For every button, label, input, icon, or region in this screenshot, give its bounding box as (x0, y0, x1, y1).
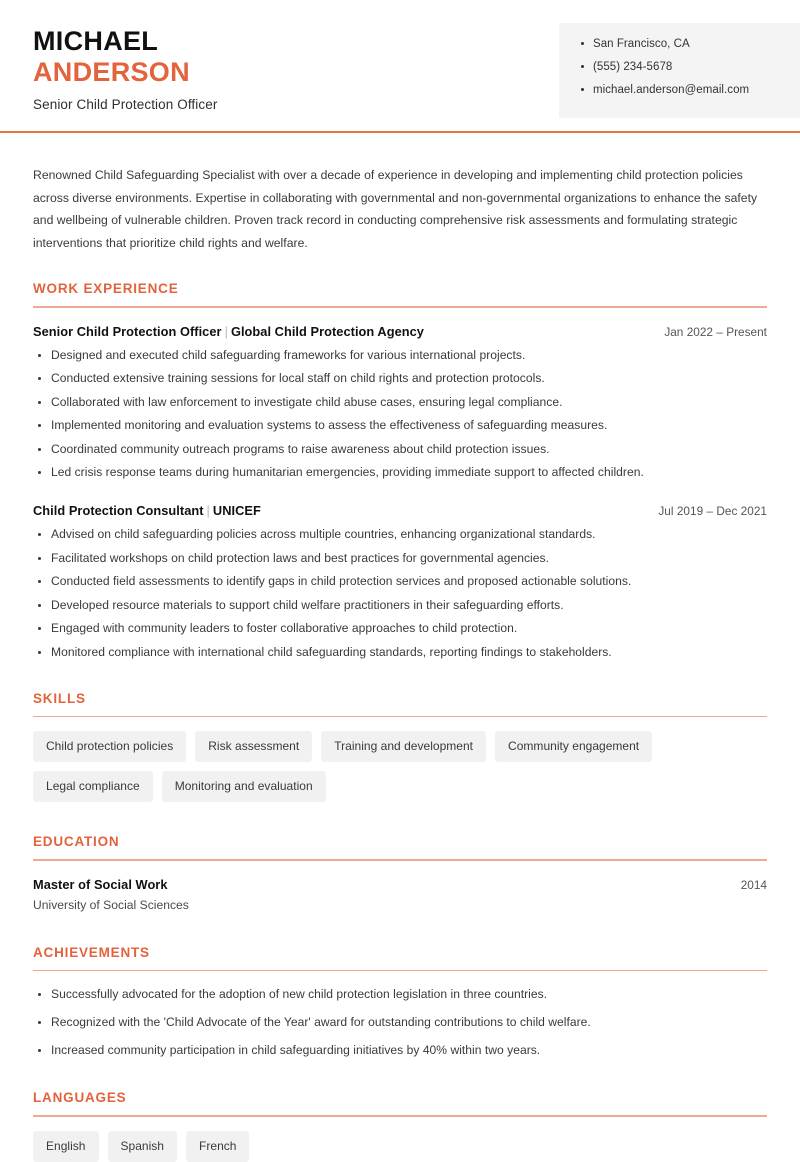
skill-chip: Child protection policies (33, 731, 186, 762)
experience-bullet: Collaborated with law enforcement to investigate child abuse cases, ensuring legal compliance. (33, 395, 767, 410)
name-block (33, 26, 217, 114)
language-chip: English (33, 1131, 99, 1162)
contact-item-location (581, 37, 800, 51)
last-name: ANDERSON (33, 57, 190, 87)
professional-summary: Renowned Child Safeguarding Specialist with over a decade of experience in developing and implementing child protection policies across diverse environments. Expertise in collaborating with governmental and non-governmental organizations to enhance the safety and wellbeing of vulnerable children. Proven track record in conducting comprehensive risk assessments and formulating strategic interventions that prioritize child rights and welfare. (33, 168, 758, 250)
achievements-bullet-list (33, 987, 767, 1058)
skill-chip: Monitoring and evaluation (162, 771, 326, 802)
experience-bullet: Advised on child safeguarding policies across multiple countries, enhancing organizational standards. (33, 527, 767, 542)
experience-bullet: Monitored compliance with international child safeguarding standards, reporting findings to stakeholders. (33, 645, 767, 660)
section-title-skills: SKILLS (33, 690, 86, 706)
first-name: MICHAEL (33, 26, 159, 56)
experience-bullet-list (33, 527, 767, 660)
experience-separator: | (206, 503, 210, 519)
section-achievements (33, 944, 767, 1059)
section-skills (33, 690, 767, 803)
languages-chip-list (33, 1131, 767, 1162)
section-divider (33, 859, 767, 861)
experience-company: UNICEF (212, 503, 261, 519)
experience-date: Jan 2022 – Present (664, 324, 767, 339)
section-divider (33, 716, 767, 718)
experience-bullet: Conducted extensive training sessions for local staff on child rights and protection protocols. (33, 371, 767, 386)
section-title-languages: LANGUAGES (33, 1090, 127, 1106)
experience-entry (33, 503, 767, 660)
education-year: 2014 (740, 877, 767, 892)
education-entry-header (33, 877, 767, 892)
experience-bullet: Conducted field assessments to identify gaps in child protection services and proposed actionable solutions. (33, 574, 767, 589)
experience-entry-header (33, 324, 767, 339)
section-title-achievements: ACHIEVEMENTS (33, 944, 150, 960)
experience-company: Global Child Protection Agency (230, 323, 424, 339)
skill-chip: Community engagement (495, 731, 652, 762)
section-education (33, 833, 767, 912)
experience-bullet: Facilitated workshops on child protection laws and best practices for governmental agencies. (33, 551, 767, 566)
contact-info-box (559, 23, 800, 118)
contact-email-text: michael.anderson@email.com (593, 84, 750, 96)
section-languages (33, 1089, 767, 1162)
bullet-dot-icon (581, 65, 584, 68)
section-title-education: EDUCATION (33, 834, 120, 850)
header-divider (0, 131, 800, 133)
achievement-bullet: Recognized with the 'Child Advocate of the Year' award for outstanding contributions to child welfare. (33, 1015, 767, 1030)
skills-chip-list (33, 731, 767, 802)
experience-role: Senior Child Protection Officer (33, 323, 222, 339)
experience-bullet: Designed and executed child safeguarding frameworks for various international projects. (33, 348, 767, 363)
achievement-bullet: Successfully advocated for the adoption of new child protection legislation in three countries. (33, 987, 767, 1002)
education-degree: Master of Social Work (33, 876, 168, 892)
experience-entry (33, 324, 767, 481)
resume-header (0, 0, 800, 133)
contact-location-text: San Francisco, CA (593, 38, 690, 50)
contact-phone-text: (555) 234-5678 (593, 61, 673, 73)
skill-chip: Risk assessment (195, 731, 312, 762)
language-chip: French (186, 1131, 249, 1162)
contact-item-phone[interactable] (581, 60, 800, 74)
experience-bullet: Coordinated community outreach programs to raise awareness about child protection issues. (33, 442, 767, 457)
experience-bullet: Developed resource materials to support child welfare practitioners in their safeguarding efforts. (33, 598, 767, 613)
resume-body (0, 164, 800, 1162)
experience-bullet: Led crisis response teams during humanitarian emergencies, providing immediate support to affected children. (33, 465, 767, 480)
section-divider (33, 306, 767, 308)
section-work-experience (33, 280, 767, 660)
skill-chip: Legal compliance (33, 771, 153, 802)
section-divider (33, 970, 767, 972)
section-title-work-experience: WORK EXPERIENCE (33, 281, 179, 296)
experience-bullet: Implemented monitoring and evaluation systems to assess the effectiveness of safeguarding measures. (33, 418, 767, 433)
experience-heading (33, 324, 424, 339)
language-chip: Spanish (108, 1131, 178, 1162)
experience-bullet: Engaged with community leaders to foster collaborative approaches to child protection. (33, 621, 767, 636)
headline-job-title: Senior Child Protection Officer (33, 97, 218, 112)
experience-role: Child Protection Consultant (33, 503, 204, 519)
experience-separator: | (224, 323, 228, 339)
experience-entry-header (33, 503, 767, 518)
bullet-dot-icon (581, 42, 584, 45)
experience-bullet-list (33, 348, 767, 481)
achievement-bullet: Increased community participation in child safeguarding initiatives by 40% within two years. (33, 1043, 767, 1058)
bullet-dot-icon (581, 88, 584, 91)
experience-heading (33, 503, 261, 518)
section-divider (33, 1115, 767, 1117)
experience-date: Jul 2019 – Dec 2021 (658, 504, 767, 519)
education-school: University of Social Sciences (33, 897, 189, 912)
skill-chip: Training and development (321, 731, 486, 762)
contact-item-email[interactable] (581, 83, 800, 97)
education-entry (33, 877, 767, 912)
